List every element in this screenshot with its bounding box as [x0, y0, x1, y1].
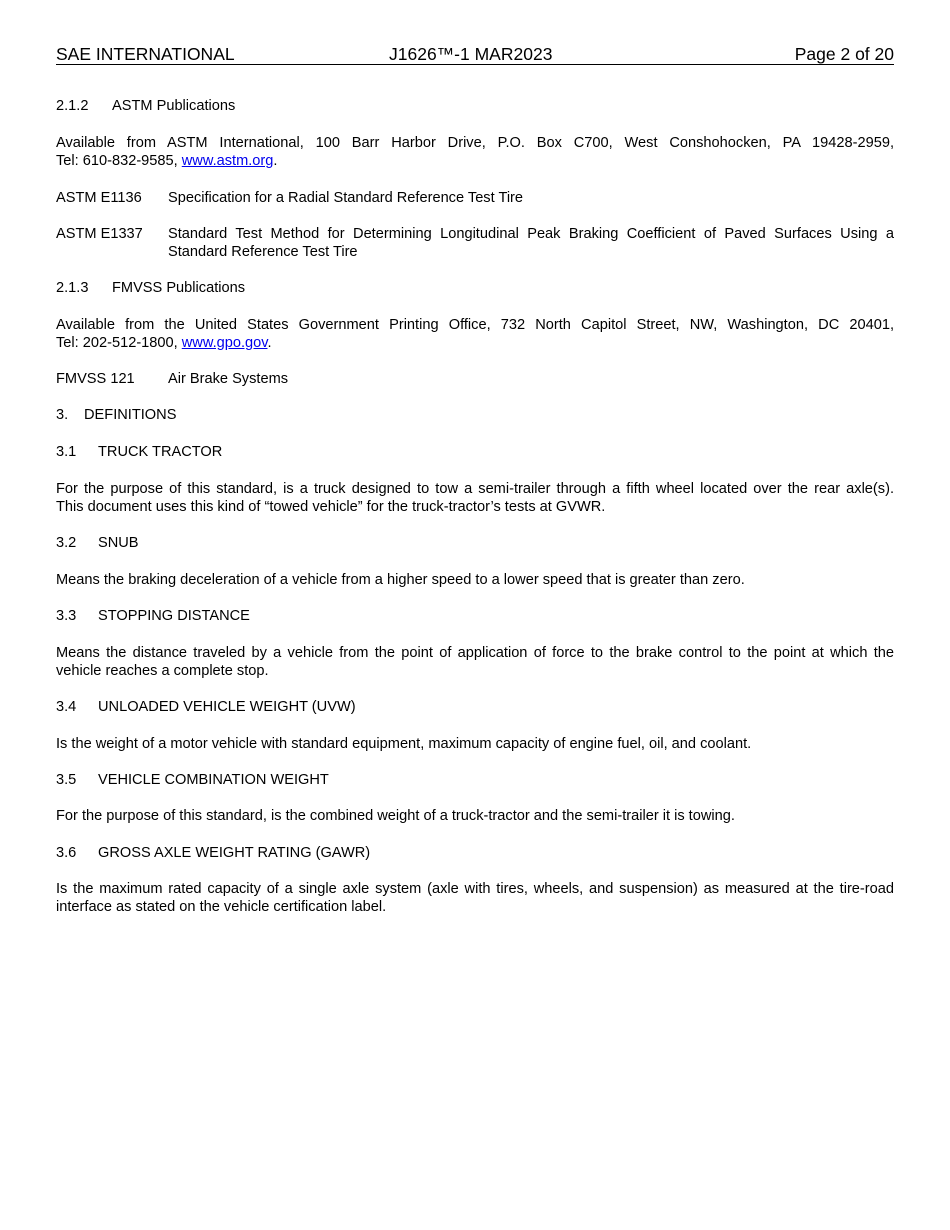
reference-title-line-1: Standard Test Method for Determining Longitudinal Peak Braking Coefficient of Paved Surfaces Using a	[168, 226, 894, 242]
definition-text-line-2: vehicle reaches a complete stop.	[56, 663, 269, 679]
section-title: DEFINITIONS	[84, 407, 177, 423]
definition-number: 3.3	[56, 608, 77, 624]
definition-3-2-heading	[56, 534, 894, 552]
fmvss-availability-line-1: Available from the United States Government Printing Office, 732 North Capitol Street, NW, Washington, DC 20401,	[56, 317, 894, 333]
definition-3-4-text	[56, 735, 894, 753]
definition-text-line-1: Means the braking deceleration of a vehicle from a higher speed to a lower speed that is greater than zero.	[56, 572, 745, 588]
astm-tel: Tel: 610-832-9585,	[56, 153, 182, 169]
reference-entry	[56, 225, 894, 261]
definition-text-line-1: Is the maximum rated capacity of a single axle system (axle with tires, wheels, and suspension) as measured at the tire-road	[56, 881, 894, 897]
definition-text-line-1: For the purpose of this standard, is the combined weight of a truck-tractor and the semi-trailer it is towing.	[56, 808, 735, 824]
definition-title: UNLOADED VEHICLE WEIGHT (UVW)	[98, 699, 356, 715]
definition-3-6-text	[56, 880, 894, 916]
definition-title: VEHICLE COMBINATION WEIGHT	[98, 772, 329, 788]
definition-number: 3.2	[56, 535, 77, 551]
definition-title: GROSS AXLE WEIGHT RATING (GAWR)	[98, 845, 371, 861]
section-title: ASTM Publications	[112, 98, 236, 114]
reference-code: FMVSS 121	[56, 371, 135, 387]
section-number: 3.	[56, 407, 69, 423]
definition-number: 3.1	[56, 444, 77, 460]
definition-3-6-heading	[56, 844, 894, 862]
reference-code: ASTM E1136	[56, 190, 142, 206]
definition-text-line-2: interface as stated on the vehicle certification label.	[56, 899, 387, 915]
section-number: 2.1.2	[56, 98, 89, 114]
definition-3-1-text	[56, 480, 894, 516]
astm-period: .	[273, 153, 278, 169]
reference-title: Air Brake Systems	[168, 371, 289, 387]
definition-number: 3.5	[56, 772, 77, 788]
reference-entry	[56, 189, 894, 207]
fmvss-period: .	[267, 335, 272, 351]
definition-text-line-2: This document uses this kind of “towed vehicle” for the truck-tractor’s tests at GVWR.	[56, 499, 606, 515]
fmvss-availability-line-2	[56, 334, 894, 352]
definition-3-2-text	[56, 571, 894, 589]
definition-text-line-1: Is the weight of a motor vehicle with standard equipment, maximum capacity of engine fuel, oil, and coolant.	[56, 736, 752, 752]
astm-availability-line-1: Available from ASTM International, 100 Barr Harbor Drive, P.O. Box C700, West Conshohocken, PA 19428-2959,	[56, 135, 894, 151]
definition-text-line-1: Means the distance traveled by a vehicle from the point of application of force to the brake control to the point at which the	[56, 645, 894, 661]
astm-availability-paragraph	[56, 134, 894, 170]
section-number: 2.1.3	[56, 280, 89, 296]
astm-availability-line-2	[56, 152, 894, 170]
definition-3-5-heading	[56, 771, 894, 789]
page-header	[56, 44, 894, 65]
definition-number: 3.6	[56, 845, 77, 861]
fmvss-tel: Tel: 202-512-1800,	[56, 335, 182, 351]
definition-text-line-1: For the purpose of this standard, is a truck designed to tow a semi-trailer through a fifth wheel located over the rear axle(s).	[56, 481, 894, 497]
header-organization: SAE INTERNATIONAL	[56, 44, 235, 64]
definition-3-3-heading	[56, 607, 894, 625]
header-document-id: J1626™-1 MAR2023	[389, 44, 553, 64]
gpo-website-link[interactable]: www.gpo.gov	[181, 335, 268, 351]
section-2-1-3-heading	[56, 279, 894, 297]
definition-3-5-text	[56, 807, 894, 825]
definition-3-1-heading	[56, 443, 894, 461]
definition-title: SNUB	[98, 535, 139, 551]
section-2-1-2-heading	[56, 97, 894, 115]
reference-title	[168, 225, 894, 261]
reference-entry	[56, 370, 894, 388]
definition-number: 3.4	[56, 699, 77, 715]
definition-title: STOPPING DISTANCE	[98, 608, 250, 624]
definition-title: TRUCK TRACTOR	[98, 444, 223, 460]
section-title: FMVSS Publications	[112, 280, 246, 296]
definition-3-3-text	[56, 644, 894, 680]
section-3-heading	[56, 406, 894, 424]
definition-3-4-heading	[56, 698, 894, 716]
fmvss-availability-paragraph	[56, 316, 894, 352]
reference-title: Specification for a Radial Standard Reference Test Tire	[168, 190, 524, 206]
reference-title-line-2: Standard Reference Test Tire	[168, 244, 358, 260]
reference-code: ASTM E1337	[56, 226, 143, 242]
astm-website-link[interactable]: www.astm.org	[181, 153, 274, 169]
header-page-number: Page 2 of 20	[794, 44, 894, 64]
